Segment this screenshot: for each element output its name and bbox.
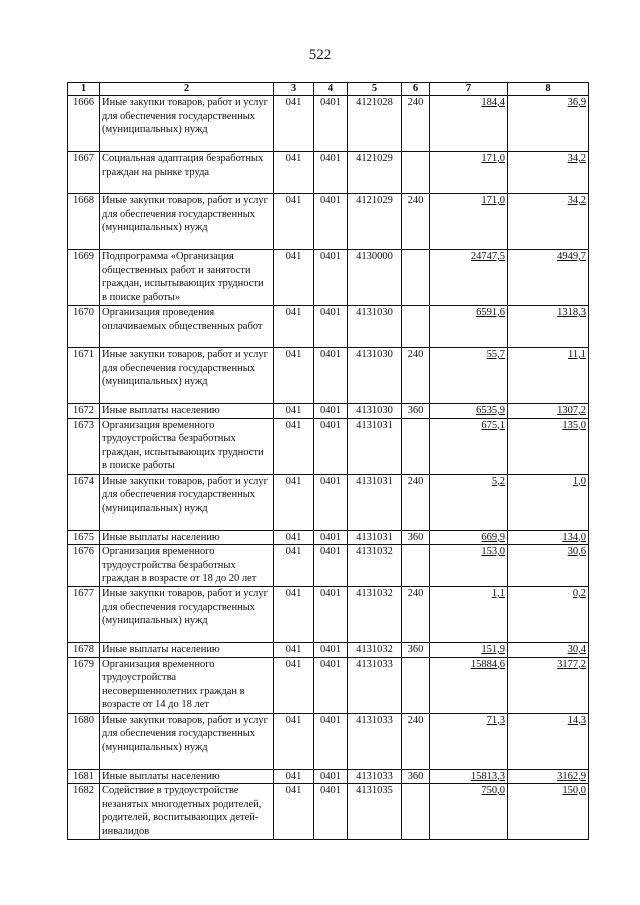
row-col-5: 4131032 [348, 587, 402, 643]
row-name: Иные закупки товаров, работ и услуг для обеспечения государственных (муниципальных) нужд [100, 96, 274, 152]
row-col-5: 4130000 [348, 250, 402, 306]
row-col-8: 1,0 [572, 475, 586, 487]
row-col-6: 360 [402, 769, 430, 784]
row-col-6: 240 [402, 713, 430, 769]
row-col-7-cell [430, 250, 508, 306]
row-col-7: 15884,6 [470, 658, 505, 670]
row-col-7-cell [430, 474, 508, 530]
row-col-7: 1,1 [491, 588, 505, 599]
row-col-7: 5,2 [491, 475, 505, 487]
row-number: 1678 [68, 643, 100, 658]
row-name: Организация проведения оплачиваемых общественных работ [100, 306, 274, 348]
row-col-8: 3177,2 [557, 658, 586, 670]
row-col-4: 0401 [314, 306, 348, 348]
row-col-3: 041 [274, 643, 314, 658]
row-col-5: 4131030 [348, 348, 402, 404]
row-name: Организация временного трудоустройства несовершеннолетних граждан в возрасте от 14 до 18 лет [100, 657, 274, 713]
column-header: 2 [100, 83, 274, 96]
row-col-8: 150,0 [562, 785, 586, 796]
row-col-4: 0401 [314, 152, 348, 194]
row-number: 1669 [68, 250, 100, 306]
row-col-7: 151,9 [481, 644, 505, 655]
row-number: 1676 [68, 545, 100, 587]
table-row [68, 474, 589, 530]
row-col-7-cell [430, 404, 508, 419]
table-row [68, 784, 589, 840]
row-col-4: 0401 [314, 348, 348, 404]
row-name: Иные закупки товаров, работ и услуг для обеспечения государственных (муниципальных) нужд [100, 474, 274, 530]
row-name: Социальная адаптация безработных граждан на рынке труда [100, 152, 274, 194]
row-col-8-cell [508, 545, 589, 587]
row-col-8-cell [508, 418, 589, 474]
row-col-5: 4131030 [348, 404, 402, 419]
row-col-6: 240 [402, 587, 430, 643]
row-col-8: 135,0 [562, 419, 586, 431]
row-col-5: 4131032 [348, 545, 402, 587]
row-number: 1677 [68, 587, 100, 643]
table-row [68, 348, 589, 404]
row-col-8-cell [508, 404, 589, 419]
row-col-7-cell [430, 643, 508, 658]
row-col-7-cell [430, 545, 508, 587]
column-header: 4 [314, 83, 348, 96]
row-col-3: 041 [274, 152, 314, 194]
row-number: 1675 [68, 530, 100, 545]
row-col-3: 041 [274, 657, 314, 713]
row-col-5: 4131031 [348, 530, 402, 545]
row-col-6: 240 [402, 96, 430, 152]
row-col-7-cell [430, 152, 508, 194]
row-col-6: 240 [402, 194, 430, 250]
row-col-8-cell [508, 587, 589, 643]
row-col-8-cell [508, 152, 589, 194]
row-col-6 [402, 657, 430, 713]
row-name: Иные выплаты населению [100, 769, 274, 784]
row-col-7-cell [430, 769, 508, 784]
row-col-6 [402, 784, 430, 840]
row-number: 1680 [68, 713, 100, 769]
table-row [68, 530, 589, 545]
row-col-7: 24747,5 [470, 251, 505, 262]
row-col-8: 1318,3 [557, 307, 586, 318]
row-name: Подпрограмма «Организация общественных работ и занятости граждан, испытывающих трудности в поиске работы» [100, 250, 274, 306]
table-row [68, 194, 589, 250]
row-name: Иные выплаты населению [100, 530, 274, 545]
table-row [68, 418, 589, 474]
row-name: Организация временного трудоустройства безработных граждан, испытывающих трудности в поиске работы [100, 418, 274, 474]
row-col-7: 55,7 [486, 349, 505, 360]
row-col-4: 0401 [314, 96, 348, 152]
row-col-3: 041 [274, 545, 314, 587]
row-col-3: 041 [274, 530, 314, 545]
row-col-8-cell [508, 657, 589, 713]
row-col-8-cell [508, 784, 589, 840]
row-number: 1666 [68, 96, 100, 152]
row-col-8: 134,0 [562, 531, 586, 543]
row-col-3: 041 [274, 194, 314, 250]
row-col-7: 6591,6 [476, 307, 505, 318]
row-col-7: 184,4 [481, 97, 505, 108]
row-col-5: 4131030 [348, 306, 402, 348]
row-col-3: 041 [274, 404, 314, 419]
row-col-7-cell [430, 784, 508, 840]
row-col-8-cell [508, 643, 589, 658]
row-name: Иные выплаты населению [100, 643, 274, 658]
row-col-8: 30,4 [567, 644, 586, 655]
row-col-3: 041 [274, 348, 314, 404]
row-col-7: 171,0 [481, 195, 505, 206]
row-col-4: 0401 [314, 587, 348, 643]
row-name: Организация временного трудоустройства безработных граждан в возрасте от 18 до 20 лет [100, 545, 274, 587]
row-col-8: 0,2 [572, 588, 586, 599]
row-col-7-cell [430, 657, 508, 713]
row-number: 1673 [68, 418, 100, 474]
row-col-7: 6535,9 [476, 405, 505, 416]
row-col-7-cell [430, 530, 508, 545]
table-row [68, 587, 589, 643]
row-col-4: 0401 [314, 530, 348, 545]
table-row [68, 96, 589, 152]
row-col-7-cell [430, 306, 508, 348]
row-col-8-cell [508, 530, 589, 545]
row-col-8-cell [508, 250, 589, 306]
row-col-7: 171,0 [481, 153, 505, 164]
row-col-8: 14,3 [567, 714, 586, 726]
table-row [68, 545, 589, 587]
table-row [68, 769, 589, 784]
row-col-8: 30,6 [567, 546, 586, 557]
row-col-6: 360 [402, 404, 430, 419]
row-col-7: 750,0 [481, 785, 505, 796]
row-col-8: 34,2 [567, 195, 586, 206]
row-col-3: 041 [274, 713, 314, 769]
row-col-4: 0401 [314, 250, 348, 306]
row-col-8-cell [508, 96, 589, 152]
row-number: 1668 [68, 194, 100, 250]
row-col-8: 1307,2 [557, 405, 586, 416]
column-header: 8 [508, 83, 589, 96]
row-number: 1682 [68, 784, 100, 840]
row-col-8-cell [508, 348, 589, 404]
row-name: Иные выплаты населению [100, 404, 274, 419]
row-col-3: 041 [274, 474, 314, 530]
table-body [68, 96, 589, 840]
row-name: Иные закупки товаров, работ и услуг для обеспечения государственных (муниципальных) нужд [100, 194, 274, 250]
row-number: 1671 [68, 348, 100, 404]
row-col-5: 4121029 [348, 194, 402, 250]
row-col-4: 0401 [314, 404, 348, 419]
row-col-7: 15813,3 [470, 770, 505, 782]
row-number: 1670 [68, 306, 100, 348]
row-col-4: 0401 [314, 643, 348, 658]
table-row [68, 152, 589, 194]
table-row [68, 404, 589, 419]
column-header: 3 [274, 83, 314, 96]
table-row [68, 713, 589, 769]
column-header: 1 [68, 83, 100, 96]
row-name: Иные закупки товаров, работ и услуг для обеспечения государственных (муниципальных) нужд [100, 348, 274, 404]
row-col-6 [402, 545, 430, 587]
row-number: 1681 [68, 769, 100, 784]
row-col-6 [402, 306, 430, 348]
row-col-8-cell [508, 306, 589, 348]
row-col-7: 71,3 [486, 714, 505, 726]
row-number: 1674 [68, 474, 100, 530]
row-col-5: 4131033 [348, 769, 402, 784]
row-col-6: 360 [402, 643, 430, 658]
row-col-4: 0401 [314, 769, 348, 784]
table-row [68, 657, 589, 713]
row-col-7-cell [430, 194, 508, 250]
row-col-6: 240 [402, 474, 430, 530]
row-col-5: 4131031 [348, 474, 402, 530]
row-col-4: 0401 [314, 713, 348, 769]
row-col-8-cell [508, 194, 589, 250]
row-col-5: 4131031 [348, 418, 402, 474]
row-col-7-cell [430, 96, 508, 152]
row-name: Иные закупки товаров, работ и услуг для обеспечения государственных (муниципальных) нужд [100, 587, 274, 643]
row-number: 1679 [68, 657, 100, 713]
row-col-7: 153,0 [481, 546, 505, 557]
row-col-3: 041 [274, 784, 314, 840]
table-row [68, 643, 589, 658]
row-col-8: 11,1 [568, 349, 586, 360]
row-col-3: 041 [274, 250, 314, 306]
row-col-4: 0401 [314, 194, 348, 250]
row-col-4: 0401 [314, 657, 348, 713]
row-number: 1672 [68, 404, 100, 419]
budget-table [67, 82, 589, 840]
row-col-5: 4131032 [348, 643, 402, 658]
row-col-6 [402, 152, 430, 194]
row-col-8: 34,2 [567, 153, 586, 164]
row-col-8: 36,9 [567, 97, 586, 108]
row-col-6 [402, 250, 430, 306]
row-col-3: 041 [274, 769, 314, 784]
row-col-8-cell [508, 713, 589, 769]
row-col-8-cell [508, 474, 589, 530]
row-col-3: 041 [274, 306, 314, 348]
column-header: 5 [348, 83, 402, 96]
row-col-3: 041 [274, 96, 314, 152]
page-number: 522 [308, 47, 332, 63]
row-name: Иные закупки товаров, работ и услуг для обеспечения государственных (муниципальных) нужд [100, 713, 274, 769]
row-col-5: 4131035 [348, 784, 402, 840]
row-col-5: 4121028 [348, 96, 402, 152]
column-header: 6 [402, 83, 430, 96]
table-row [68, 306, 589, 348]
row-col-8-cell [508, 769, 589, 784]
table-row [68, 250, 589, 306]
row-col-7: 669,9 [481, 531, 505, 543]
row-col-7-cell [430, 587, 508, 643]
row-col-4: 0401 [314, 418, 348, 474]
row-col-4: 0401 [314, 784, 348, 840]
row-col-5: 4131033 [348, 713, 402, 769]
row-col-7-cell [430, 418, 508, 474]
row-col-7-cell [430, 348, 508, 404]
row-col-8: 3162,9 [557, 770, 586, 782]
row-col-7: 675,1 [481, 419, 505, 431]
row-name: Содействие в трудоустройстве незанятых многодетных родителей, родителей, воспитывающих детей-инвалидов [100, 784, 274, 840]
row-col-5: 4131033 [348, 657, 402, 713]
row-col-7-cell [430, 713, 508, 769]
row-col-5: 4121029 [348, 152, 402, 194]
row-number: 1667 [68, 152, 100, 194]
row-col-4: 0401 [314, 545, 348, 587]
table-header-row [68, 83, 589, 96]
row-col-6: 240 [402, 348, 430, 404]
row-col-6: 360 [402, 530, 430, 545]
row-col-4: 0401 [314, 474, 348, 530]
row-col-8: 4949,7 [557, 251, 586, 262]
row-col-6 [402, 418, 430, 474]
column-header: 7 [430, 83, 508, 96]
row-col-3: 041 [274, 587, 314, 643]
row-col-3: 041 [274, 418, 314, 474]
